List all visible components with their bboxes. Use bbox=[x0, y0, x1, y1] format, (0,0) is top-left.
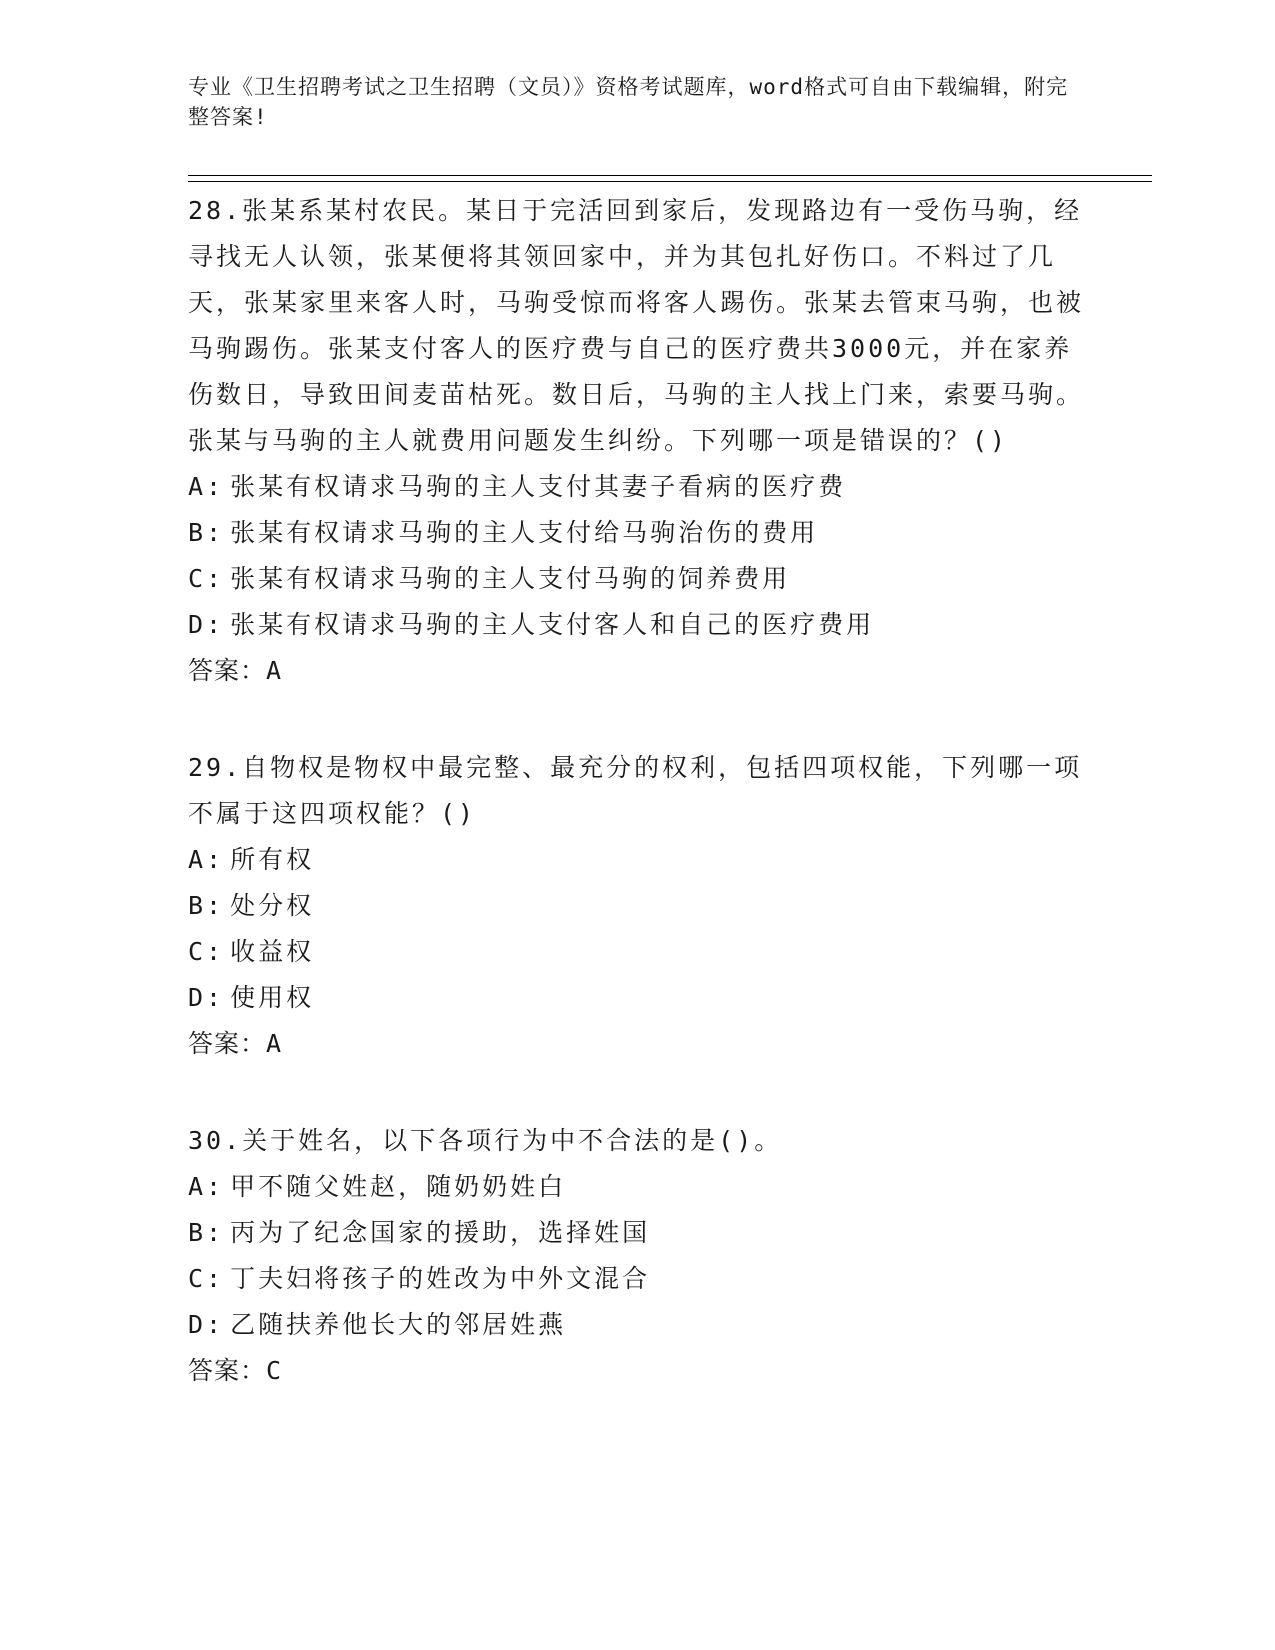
option-text: 张某有权请求马驹的主人支付客人和自己的医疗费用 bbox=[230, 610, 875, 639]
option-c bbox=[188, 556, 1088, 602]
option-b bbox=[188, 510, 1088, 556]
option-text: 甲不随父姓赵，随奶奶姓白 bbox=[230, 1172, 567, 1201]
question-29 bbox=[188, 745, 1088, 1067]
option-c bbox=[188, 1256, 1088, 1302]
option-b bbox=[188, 1210, 1088, 1256]
option-text: 处分权 bbox=[230, 891, 315, 920]
option-key: A: bbox=[188, 1172, 225, 1201]
option-key: D: bbox=[188, 610, 225, 639]
answer-line bbox=[188, 1348, 1088, 1394]
option-b bbox=[188, 883, 1088, 929]
option-text: 收益权 bbox=[230, 937, 315, 966]
option-c bbox=[188, 929, 1088, 975]
question-stem: 30.关于姓名，以下各项行为中不合法的是()。 bbox=[188, 1126, 783, 1155]
answer-label: 答案： bbox=[188, 1029, 267, 1058]
option-text: 张某有权请求马驹的主人支付给马驹治伤的费用 bbox=[230, 518, 819, 547]
option-d bbox=[188, 1302, 1088, 1348]
question-stem: 29.自物权是物权中最完整、最充分的权利，包括四项权能，下列哪一项不属于这四项权能？() bbox=[188, 753, 1083, 828]
option-text: 使用权 bbox=[230, 983, 315, 1012]
option-key: B: bbox=[188, 518, 225, 547]
answer-value: A bbox=[266, 656, 283, 685]
option-text: 丙为了纪念国家的援助，选择姓国 bbox=[230, 1218, 651, 1247]
option-text: 张某有权请求马驹的主人支付马驹的饲养费用 bbox=[230, 564, 791, 593]
answer-label: 答案： bbox=[188, 656, 267, 685]
answer-label: 答案： bbox=[188, 1356, 267, 1385]
header-rule-top bbox=[188, 175, 1152, 176]
answer-value: C bbox=[266, 1356, 283, 1385]
answer-line bbox=[188, 648, 1088, 694]
option-key: D: bbox=[188, 983, 225, 1012]
option-key: B: bbox=[188, 1218, 225, 1247]
option-key: C: bbox=[188, 564, 225, 593]
option-a bbox=[188, 464, 1088, 510]
option-d bbox=[188, 975, 1088, 1021]
question-28 bbox=[188, 188, 1088, 694]
option-key: A: bbox=[188, 845, 225, 874]
option-d bbox=[188, 602, 1088, 648]
option-text: 丁夫妇将孩子的姓改为中外文混合 bbox=[230, 1264, 651, 1293]
question-stem: 28.张某系某村农民。某日于完活回到家后，发现路边有一受伤马驹，经寻找无人认领，张某便将其领回家中，并为其包扎好伤口。不料过了几天，张某家里来客人时，马驹受惊而将客人踢伤。张某去管束马驹，也被马驹踢伤。张某支付客人的医疗费与自己的医疗费共3000元，并在家养伤数日，导致田间麦苗枯死。数日后，马驹的主人找上门来，索要马驹。张某与马驹的主人就费用问题发生纠纷。下列哪一项是错误的？() bbox=[188, 196, 1085, 455]
option-key: A: bbox=[188, 472, 225, 501]
document-header: 专业《卫生招聘考试之卫生招聘（文员）》资格考试题库，word格式可自由下载编辑，附完整答案! bbox=[188, 75, 1069, 129]
option-key: B: bbox=[188, 891, 225, 920]
option-a bbox=[188, 837, 1088, 883]
header-rule-bottom bbox=[188, 181, 1152, 182]
answer-value: A bbox=[266, 1029, 283, 1058]
option-key: C: bbox=[188, 1264, 225, 1293]
answer-line bbox=[188, 1021, 1088, 1067]
question-list bbox=[188, 188, 1088, 1445]
option-text: 乙随扶养他长大的邻居姓燕 bbox=[230, 1310, 567, 1339]
option-key: C: bbox=[188, 937, 225, 966]
option-text: 张某有权请求马驹的主人支付其妻子看病的医疗费 bbox=[230, 472, 847, 501]
option-key: D: bbox=[188, 1310, 225, 1339]
option-text: 所有权 bbox=[230, 845, 315, 874]
question-30 bbox=[188, 1118, 1088, 1394]
option-a bbox=[188, 1164, 1088, 1210]
